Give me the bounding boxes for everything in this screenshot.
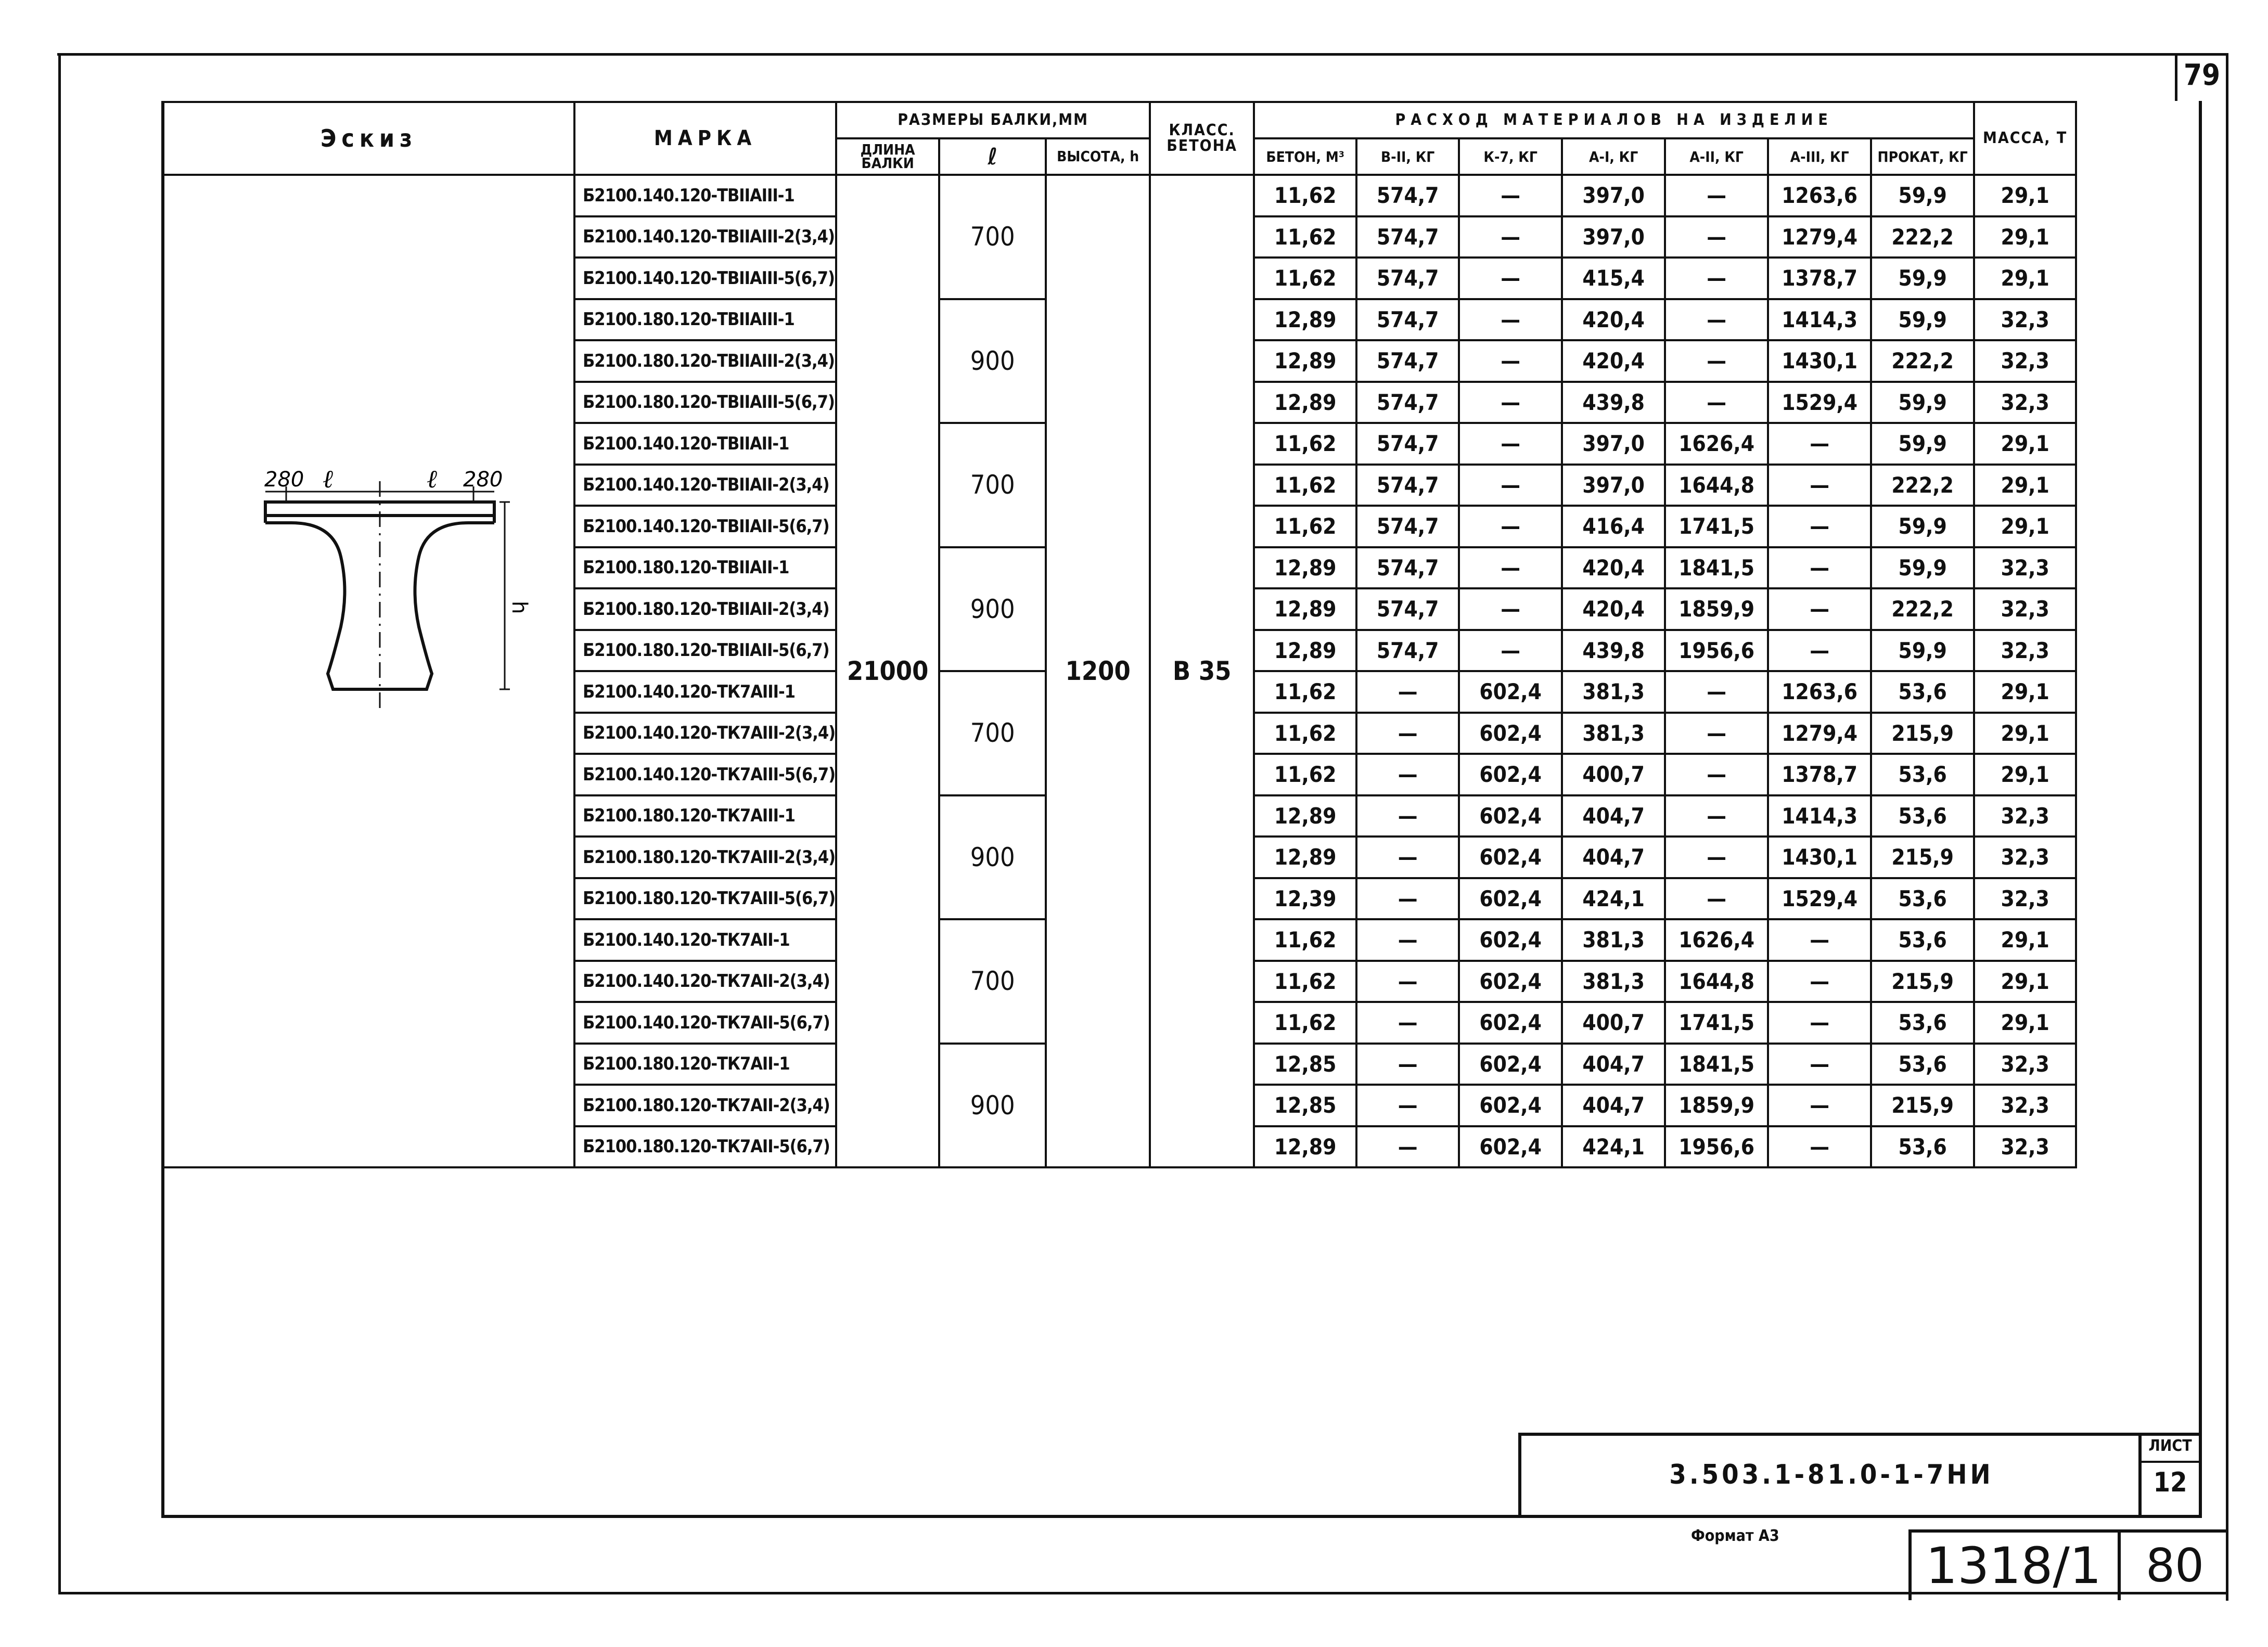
inner-frame-right bbox=[2199, 101, 2202, 1518]
material-cell: — bbox=[1459, 382, 1562, 423]
length-cell: 21000 bbox=[836, 175, 939, 1167]
material-cell: 53,6 bbox=[1871, 878, 1974, 920]
material-cell: — bbox=[1768, 1002, 1871, 1044]
mass-cell: 32,3 bbox=[1974, 1085, 2076, 1126]
material-cell: 1430,1 bbox=[1768, 837, 1871, 878]
material-cell: 1529,4 bbox=[1768, 382, 1871, 423]
header-mark: МАРКА bbox=[574, 102, 836, 175]
mark-cell: Б2100.140.120-ТВIIАII-1 bbox=[574, 423, 836, 465]
material-cell: — bbox=[1768, 1044, 1871, 1085]
material-cell: 12,89 bbox=[1254, 630, 1356, 672]
material-cell: 222,2 bbox=[1871, 340, 1974, 382]
material-cell: — bbox=[1768, 588, 1871, 630]
material-cell: 1859,9 bbox=[1665, 1085, 1768, 1126]
material-cell: 404,7 bbox=[1562, 837, 1665, 878]
material-cell: 1644,8 bbox=[1665, 961, 1768, 1002]
mark-cell: Б2100.180.120-ТК7АIII-2(3,4) bbox=[574, 837, 836, 878]
material-cell: 420,4 bbox=[1562, 340, 1665, 382]
material-cell: 439,8 bbox=[1562, 630, 1665, 672]
material-cell: 59,9 bbox=[1871, 258, 1974, 299]
mass-cell: 32,3 bbox=[1974, 340, 2076, 382]
beam-section-sketch bbox=[255, 465, 531, 715]
material-cell: 12,89 bbox=[1254, 382, 1356, 423]
material-cell: — bbox=[1356, 795, 1459, 837]
material-cell: 11,62 bbox=[1254, 1002, 1356, 1044]
format-label: Формат А3 bbox=[1691, 1527, 1779, 1545]
material-cell: 222,2 bbox=[1871, 588, 1974, 630]
material-cell: — bbox=[1459, 340, 1562, 382]
material-cell: 404,7 bbox=[1562, 795, 1665, 837]
material-cell: 53,6 bbox=[1871, 919, 1974, 961]
material-cell: 11,62 bbox=[1254, 671, 1356, 713]
material-cell: — bbox=[1665, 754, 1768, 795]
material-cell: — bbox=[1459, 630, 1562, 672]
material-cell: 12,89 bbox=[1254, 1126, 1356, 1168]
mass-cell: 29,1 bbox=[1974, 671, 2076, 713]
material-cell: — bbox=[1459, 423, 1562, 465]
header-mass: МАССА, Т bbox=[1974, 102, 2076, 175]
material-cell: 1279,4 bbox=[1768, 713, 1871, 754]
mass-cell: 32,3 bbox=[1974, 299, 2076, 341]
material-cell: — bbox=[1356, 671, 1459, 713]
material-cell: 574,7 bbox=[1356, 382, 1459, 423]
mass-cell: 32,3 bbox=[1974, 1126, 2076, 1168]
mass-cell: 29,1 bbox=[1974, 506, 2076, 547]
material-cell: 11,62 bbox=[1254, 465, 1356, 506]
header-steel-a2: А-II, КГ bbox=[1665, 138, 1768, 175]
material-cell: 602,4 bbox=[1459, 795, 1562, 837]
material-cell: 53,6 bbox=[1871, 795, 1974, 837]
material-cell: 12,39 bbox=[1254, 878, 1356, 920]
height-cell: 1200 bbox=[1046, 175, 1150, 1167]
material-cell: 53,6 bbox=[1871, 1126, 1974, 1168]
mark-cell: Б2100.140.120-ТК7АIII-2(3,4) bbox=[574, 713, 836, 754]
material-cell: 53,6 bbox=[1871, 671, 1974, 713]
mass-cell: 32,3 bbox=[1974, 837, 2076, 878]
material-cell: 53,6 bbox=[1871, 754, 1974, 795]
material-cell: 12,89 bbox=[1254, 795, 1356, 837]
material-cell: 222,2 bbox=[1871, 465, 1974, 506]
material-cell: 602,4 bbox=[1459, 919, 1562, 961]
header-sketch: Эскиз bbox=[163, 102, 574, 175]
material-cell: 397,0 bbox=[1562, 216, 1665, 258]
material-cell: 574,7 bbox=[1356, 340, 1459, 382]
l-cell: 700 bbox=[939, 175, 1046, 299]
header-length: ДЛИНА БАЛКИ bbox=[836, 138, 939, 175]
material-cell: 602,4 bbox=[1459, 713, 1562, 754]
mass-cell: 32,3 bbox=[1974, 1044, 2076, 1085]
material-cell: — bbox=[1459, 547, 1562, 589]
l-cell: 900 bbox=[939, 299, 1046, 423]
mass-cell: 32,3 bbox=[1974, 630, 2076, 672]
material-cell: 12,89 bbox=[1254, 547, 1356, 589]
sketch-h-label: h bbox=[507, 601, 531, 614]
mark-cell: Б2100.180.120-ТВIIАIII-1 bbox=[574, 299, 836, 341]
material-cell: 11,62 bbox=[1254, 258, 1356, 299]
material-cell: 424,1 bbox=[1562, 1126, 1665, 1168]
material-cell: 602,4 bbox=[1459, 878, 1562, 920]
mass-cell: 29,1 bbox=[1974, 423, 2076, 465]
header-strand-k7: К-7, КГ bbox=[1459, 138, 1562, 175]
material-cell: — bbox=[1768, 1085, 1871, 1126]
mass-cell: 29,1 bbox=[1974, 1002, 2076, 1044]
material-cell: 381,3 bbox=[1562, 919, 1665, 961]
sheet-number: 12 bbox=[2153, 1467, 2187, 1498]
material-cell: — bbox=[1356, 1044, 1459, 1085]
material-cell: 602,4 bbox=[1459, 1044, 1562, 1085]
material-cell: 59,9 bbox=[1871, 423, 1974, 465]
material-cell: 11,62 bbox=[1254, 754, 1356, 795]
material-cell: 11,62 bbox=[1254, 175, 1356, 216]
material-cell: 574,7 bbox=[1356, 216, 1459, 258]
mark-cell: Б2100.180.120-ТК7АII-5(6,7) bbox=[574, 1126, 836, 1168]
material-cell: 602,4 bbox=[1459, 1085, 1562, 1126]
material-cell: 574,7 bbox=[1356, 258, 1459, 299]
material-cell: — bbox=[1356, 1126, 1459, 1168]
material-cell: 574,7 bbox=[1356, 506, 1459, 547]
material-cell: 59,9 bbox=[1871, 299, 1974, 341]
material-cell: — bbox=[1356, 961, 1459, 1002]
inventory-divider bbox=[2118, 1529, 2121, 1600]
material-cell: 420,4 bbox=[1562, 299, 1665, 341]
material-cell: 59,9 bbox=[1871, 382, 1974, 423]
mark-cell: Б2100.180.120-ТВIIАIII-5(6,7) bbox=[574, 382, 836, 423]
sketch-l-label-right: ℓ bbox=[427, 465, 437, 494]
material-cell: 397,0 bbox=[1562, 465, 1665, 506]
material-cell: 12,85 bbox=[1254, 1085, 1356, 1126]
mark-cell: Б2100.140.120-ТВIIАII-2(3,4) bbox=[574, 465, 836, 506]
material-cell: 397,0 bbox=[1562, 175, 1665, 216]
mark-cell: Б2100.180.120-ТВIIАIII-2(3,4) bbox=[574, 340, 836, 382]
material-cell: 574,7 bbox=[1356, 465, 1459, 506]
mass-cell: 32,3 bbox=[1974, 795, 2076, 837]
header-concrete: БЕТОН, М³ bbox=[1254, 138, 1356, 175]
material-cell: 1263,6 bbox=[1768, 175, 1871, 216]
material-cell: — bbox=[1768, 1126, 1871, 1168]
material-cell: 222,2 bbox=[1871, 216, 1974, 258]
material-cell: — bbox=[1665, 713, 1768, 754]
material-cell: — bbox=[1356, 837, 1459, 878]
material-cell: 400,7 bbox=[1562, 1002, 1665, 1044]
mark-cell: Б2100.140.120-ТК7АII-2(3,4) bbox=[574, 961, 836, 1002]
material-cell: 11,62 bbox=[1254, 919, 1356, 961]
material-cell: 416,4 bbox=[1562, 506, 1665, 547]
material-cell: — bbox=[1768, 630, 1871, 672]
material-cell: — bbox=[1356, 754, 1459, 795]
material-cell: 602,4 bbox=[1459, 1002, 1562, 1044]
material-cell: 574,7 bbox=[1356, 588, 1459, 630]
material-cell: 381,3 bbox=[1562, 671, 1665, 713]
material-cell: — bbox=[1665, 299, 1768, 341]
material-cell: — bbox=[1356, 1002, 1459, 1044]
material-cell: 215,9 bbox=[1871, 837, 1974, 878]
material-cell: 381,3 bbox=[1562, 961, 1665, 1002]
mass-cell: 32,3 bbox=[1974, 382, 2076, 423]
header-steel-a3: А-III, КГ bbox=[1768, 138, 1871, 175]
mark-cell: Б2100.180.120-ТВIIАII-5(6,7) bbox=[574, 630, 836, 672]
material-cell: — bbox=[1459, 299, 1562, 341]
material-cell: — bbox=[1459, 175, 1562, 216]
mark-cell: Б2100.180.120-ТК7АII-2(3,4) bbox=[574, 1085, 836, 1126]
mark-cell: Б2100.140.120-ТВIIАIII-2(3,4) bbox=[574, 216, 836, 258]
mass-cell: 29,1 bbox=[1974, 919, 2076, 961]
material-cell: 574,7 bbox=[1356, 299, 1459, 341]
material-cell: 1741,5 bbox=[1665, 506, 1768, 547]
outer-frame-right bbox=[2226, 53, 2228, 1601]
material-cell: — bbox=[1459, 506, 1562, 547]
material-cell: 381,3 bbox=[1562, 713, 1665, 754]
material-cell: 1841,5 bbox=[1665, 1044, 1768, 1085]
mark-cell: Б2100.140.120-ТК7АIII-1 bbox=[574, 671, 836, 713]
material-cell: — bbox=[1665, 837, 1768, 878]
material-cell: — bbox=[1356, 878, 1459, 920]
material-cell: — bbox=[1665, 340, 1768, 382]
material-cell: — bbox=[1768, 919, 1871, 961]
outer-frame-left bbox=[58, 53, 61, 1593]
material-cell: 415,4 bbox=[1562, 258, 1665, 299]
header-dimensions: РАЗМЕРЫ БАЛКИ,ММ bbox=[836, 102, 1150, 138]
material-cell: — bbox=[1459, 465, 1562, 506]
material-cell: 53,6 bbox=[1871, 1002, 1974, 1044]
mass-cell: 29,1 bbox=[1974, 465, 2076, 506]
mark-cell: Б2100.180.120-ТВIIАII-2(3,4) bbox=[574, 588, 836, 630]
material-cell: 397,0 bbox=[1562, 423, 1665, 465]
document-code: 3.503.1-81.0-1-7НИ bbox=[1669, 1459, 1994, 1490]
outer-frame-top bbox=[57, 53, 2227, 56]
material-cell: 53,6 bbox=[1871, 1044, 1974, 1085]
material-cell: — bbox=[1459, 258, 1562, 299]
material-cell: 12,89 bbox=[1254, 340, 1356, 382]
material-cell: 602,4 bbox=[1459, 961, 1562, 1002]
material-cell: 59,9 bbox=[1871, 506, 1974, 547]
l-cell: 900 bbox=[939, 795, 1046, 920]
mark-cell: Б2100.140.120-ТК7АII-1 bbox=[574, 919, 836, 961]
material-cell: 1430,1 bbox=[1768, 340, 1871, 382]
material-cell: 400,7 bbox=[1562, 754, 1665, 795]
material-cell: — bbox=[1768, 423, 1871, 465]
material-cell: 12,89 bbox=[1254, 588, 1356, 630]
material-cell: — bbox=[1356, 919, 1459, 961]
material-cell: 215,9 bbox=[1871, 713, 1974, 754]
material-cell: 424,1 bbox=[1562, 878, 1665, 920]
material-cell: — bbox=[1356, 1085, 1459, 1126]
mark-cell: Б2100.140.120-ТК7АIII-5(6,7) bbox=[574, 754, 836, 795]
concrete-class-cell: В 35 bbox=[1150, 175, 1254, 1167]
material-cell: 1279,4 bbox=[1768, 216, 1871, 258]
material-cell: 574,7 bbox=[1356, 423, 1459, 465]
sketch-right-dim: 280 bbox=[463, 468, 503, 492]
mark-cell: Б2100.180.120-ТК7АII-1 bbox=[574, 1044, 836, 1085]
material-cell: 420,4 bbox=[1562, 588, 1665, 630]
material-cell: 574,7 bbox=[1356, 630, 1459, 672]
material-cell: 1378,7 bbox=[1768, 754, 1871, 795]
material-cell: 12,85 bbox=[1254, 1044, 1356, 1085]
header-height: ВЫСОТА, h bbox=[1046, 138, 1150, 175]
material-cell: 1414,3 bbox=[1768, 299, 1871, 341]
material-cell: 1956,6 bbox=[1665, 630, 1768, 672]
header-consumption: РАСХОД МАТЕРИАЛОВ НА ИЗДЕЛИЕ bbox=[1254, 102, 1974, 138]
mark-cell: Б2100.180.120-ТК7АIII-5(6,7) bbox=[574, 878, 836, 920]
outer-frame-bottom bbox=[58, 1592, 2228, 1594]
material-cell: — bbox=[1356, 713, 1459, 754]
material-cell: 12,89 bbox=[1254, 837, 1356, 878]
title-block-sheet-divider bbox=[2138, 1461, 2202, 1463]
l-cell: 700 bbox=[939, 423, 1046, 547]
material-cell: 1956,6 bbox=[1665, 1126, 1768, 1168]
mass-cell: 29,1 bbox=[1974, 713, 2076, 754]
material-cell: 1859,9 bbox=[1665, 588, 1768, 630]
material-cell: 11,62 bbox=[1254, 961, 1356, 1002]
material-cell: 11,62 bbox=[1254, 506, 1356, 547]
material-cell: — bbox=[1665, 795, 1768, 837]
material-cell: — bbox=[1665, 671, 1768, 713]
material-cell: 1841,5 bbox=[1665, 547, 1768, 589]
mass-cell: 29,1 bbox=[1974, 175, 2076, 216]
material-cell: 1378,7 bbox=[1768, 258, 1871, 299]
mass-cell: 29,1 bbox=[1974, 216, 2076, 258]
material-cell: — bbox=[1768, 506, 1871, 547]
table-row bbox=[163, 175, 2076, 216]
sketch-left-dim: 280 bbox=[264, 468, 304, 492]
l-cell: 700 bbox=[939, 919, 1046, 1044]
material-cell: — bbox=[1665, 382, 1768, 423]
material-cell: 1741,5 bbox=[1665, 1002, 1768, 1044]
material-cell: 1644,8 bbox=[1665, 465, 1768, 506]
material-cell: 602,4 bbox=[1459, 754, 1562, 795]
mark-cell: Б2100.140.120-ТВIIАII-5(6,7) bbox=[574, 506, 836, 547]
material-cell: 439,8 bbox=[1562, 382, 1665, 423]
material-cell: 420,4 bbox=[1562, 547, 1665, 589]
material-cell: — bbox=[1768, 961, 1871, 1002]
material-cell: 1529,4 bbox=[1768, 878, 1871, 920]
mass-cell: 29,1 bbox=[1974, 961, 2076, 1002]
header-concrete-class: КЛАСС. БЕТОНА bbox=[1150, 102, 1254, 175]
header-rolled: ПРОКАТ, КГ bbox=[1871, 138, 1974, 175]
sheet-total-number: 80 bbox=[2146, 1539, 2204, 1592]
material-cell: — bbox=[1459, 216, 1562, 258]
material-cell: 404,7 bbox=[1562, 1044, 1665, 1085]
mark-cell: Б2100.140.120-ТВIIАIII-5(6,7) bbox=[574, 258, 836, 299]
material-cell: 215,9 bbox=[1871, 961, 1974, 1002]
inventory-number: 1318/1 bbox=[1926, 1537, 2102, 1595]
l-cell: 900 bbox=[939, 547, 1046, 672]
material-cell: 59,9 bbox=[1871, 547, 1974, 589]
material-cell: 215,9 bbox=[1871, 1085, 1974, 1126]
material-cell: — bbox=[1459, 588, 1562, 630]
material-cell: 404,7 bbox=[1562, 1085, 1665, 1126]
material-cell: 11,62 bbox=[1254, 216, 1356, 258]
material-cell: 1263,6 bbox=[1768, 671, 1871, 713]
page-number: 79 bbox=[2183, 58, 2221, 92]
l-cell: 700 bbox=[939, 671, 1046, 795]
material-cell: 602,4 bbox=[1459, 1126, 1562, 1168]
material-cell: — bbox=[1665, 175, 1768, 216]
mark-cell: Б2100.140.120-ТВIIАIII-1 bbox=[574, 175, 836, 216]
material-cell: 1626,4 bbox=[1665, 423, 1768, 465]
material-cell: 59,9 bbox=[1871, 175, 1974, 216]
mark-cell: Б2100.140.120-ТК7АII-5(6,7) bbox=[574, 1002, 836, 1044]
header-steel-a1: А-I, КГ bbox=[1562, 138, 1665, 175]
material-cell: 11,62 bbox=[1254, 713, 1356, 754]
material-cell: 1414,3 bbox=[1768, 795, 1871, 837]
material-cell: 12,89 bbox=[1254, 299, 1356, 341]
material-cell: 59,9 bbox=[1871, 630, 1974, 672]
material-cell: — bbox=[1665, 878, 1768, 920]
l-cell: 900 bbox=[939, 1044, 1046, 1168]
mass-cell: 32,3 bbox=[1974, 588, 2076, 630]
material-cell: 11,62 bbox=[1254, 423, 1356, 465]
material-cell: 1626,4 bbox=[1665, 919, 1768, 961]
material-cell: 602,4 bbox=[1459, 837, 1562, 878]
material-cell: — bbox=[1768, 465, 1871, 506]
material-cell: — bbox=[1665, 258, 1768, 299]
header-wire-b2: В-II, КГ bbox=[1356, 138, 1459, 175]
mass-cell: 32,3 bbox=[1974, 547, 2076, 589]
mark-cell: Б2100.180.120-ТВIIАII-1 bbox=[574, 547, 836, 589]
material-cell: 602,4 bbox=[1459, 671, 1562, 713]
material-cell: — bbox=[1768, 547, 1871, 589]
material-cell: — bbox=[1665, 216, 1768, 258]
sketch-l-label-left: ℓ bbox=[323, 465, 333, 494]
mark-cell: Б2100.180.120-ТК7АIII-1 bbox=[574, 795, 836, 837]
mass-cell: 32,3 bbox=[1974, 878, 2076, 920]
material-cell: 574,7 bbox=[1356, 547, 1459, 589]
mass-cell: 29,1 bbox=[1974, 258, 2076, 299]
sheet-label: ЛИСТ bbox=[2148, 1437, 2192, 1455]
mass-cell: 29,1 bbox=[1974, 754, 2076, 795]
material-cell: 574,7 bbox=[1356, 175, 1459, 216]
header-l: ℓ bbox=[939, 138, 1046, 175]
